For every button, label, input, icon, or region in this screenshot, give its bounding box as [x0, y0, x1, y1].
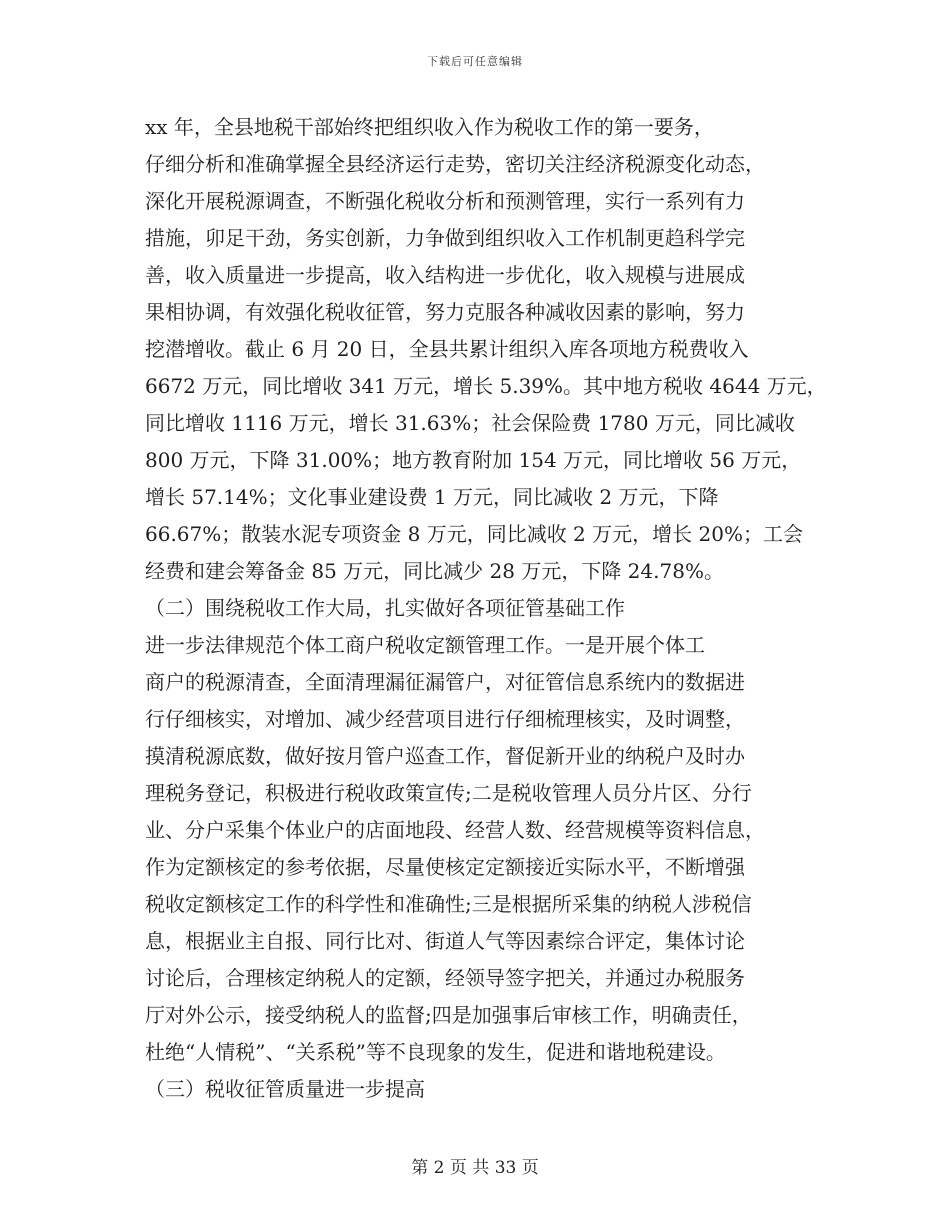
- text-line: 行仔细核实，对增加、减少经营项目进行仔细梳理核实，及时调整，: [145, 707, 745, 731]
- text-line: 厅对外公示，接受纳税人的监督;四是加强事后审核工作，明确责任，: [145, 1003, 752, 1027]
- text-line: 讨论后，合理核定纳税人的定额，经领导签字把关，并通过办税服务: [145, 966, 745, 990]
- text-line: 措施，卯足干劲，务实创新，力争做到组织收入工作机制更趋科学完: [145, 226, 745, 250]
- text-line: 800 万元，下降 31.00%；地方教育附加 154 万元，同比增收 56 万元，: [145, 448, 802, 472]
- text-line: 杜绝“人情税”、“关系税”等不良现象的发生，促进和谐地税建设。: [145, 1040, 726, 1064]
- text-line: 作为定额核定的参考依据，尽量使核定定额接近实际水平，不断增强: [145, 855, 745, 879]
- section-heading: （三）税收征管质量进一步提高: [145, 1077, 425, 1101]
- text-line: 6672 万元，同比增收 341 万元，增长 5.39%。其中地方税收 4644 万元，: [145, 374, 827, 398]
- section-heading: （二）围绕税收工作大局，扎实做好各项征管基础工作: [145, 596, 625, 620]
- text-line: 挖潜增收。截止 6 月 20 日，全县共累计组织入库各项地方税费收入: [145, 337, 749, 361]
- text-line: 税收定额核定工作的科学性和准确性;三是根据所采集的纳税人涉税信: [145, 892, 752, 916]
- text-line: 善，收入质量进一步提高，收入结构进一步优化，收入规模与进展成: [145, 263, 745, 287]
- text-line: 业、分户采集个体业户的店面地段、经营人数、经营规模等资料信息，: [145, 818, 765, 842]
- text-line: 深化开展税源调查，不断强化税收分析和预测管理，实行一系列有力: [145, 189, 745, 213]
- text-line: 息，根据业主自报、同行比对、街道人气等因素综合评定，集体讨论: [145, 929, 745, 953]
- text-line: 经费和建会筹备金 85 万元，同比减少 28 万元，下降 24.78%。: [145, 559, 724, 583]
- text-line: 理税务登记，积极进行税收政策宣传;二是税收管理人员分片区、分行: [145, 781, 752, 805]
- text-line: 摸清税源底数，做好按月管户巡查工作，督促新开业的纳税户及时办: [145, 744, 745, 768]
- text-line: 仔细分析和准确掌握全县经济运行走势，密切关注经济税源变化动态，: [145, 152, 765, 176]
- text-line: 66.67%；散装水泥专项资金 8 万元，同比减收 2 万元，增长 20%；工会: [145, 522, 803, 546]
- page-footer: 第 2 页 共 33 页: [411, 1158, 539, 1178]
- page-header-note: 下载后可任意编辑: [427, 55, 523, 68]
- text-line: 果相协调，有效强化税收征管，努力克服各种减收因素的影响，努力: [145, 300, 745, 324]
- text-line: xx 年，全县地税干部始终把组织收入作为税收工作的第一要务，: [145, 115, 714, 139]
- text-line: 进一步法律规范个体工商户税收定额管理工作。一是开展个体工: [145, 633, 705, 657]
- text-line: 同比增收 1116 万元，增长 31.63%；社会保险费 1780 万元，同比减收: [145, 411, 795, 435]
- text-line: 增长 57.14%；文化事业建设费 1 万元，同比减收 2 万元，下降: [145, 485, 719, 509]
- text-line: 商户的税源清查，全面清理漏征漏管户，对征管信息系统内的数据进: [145, 670, 745, 694]
